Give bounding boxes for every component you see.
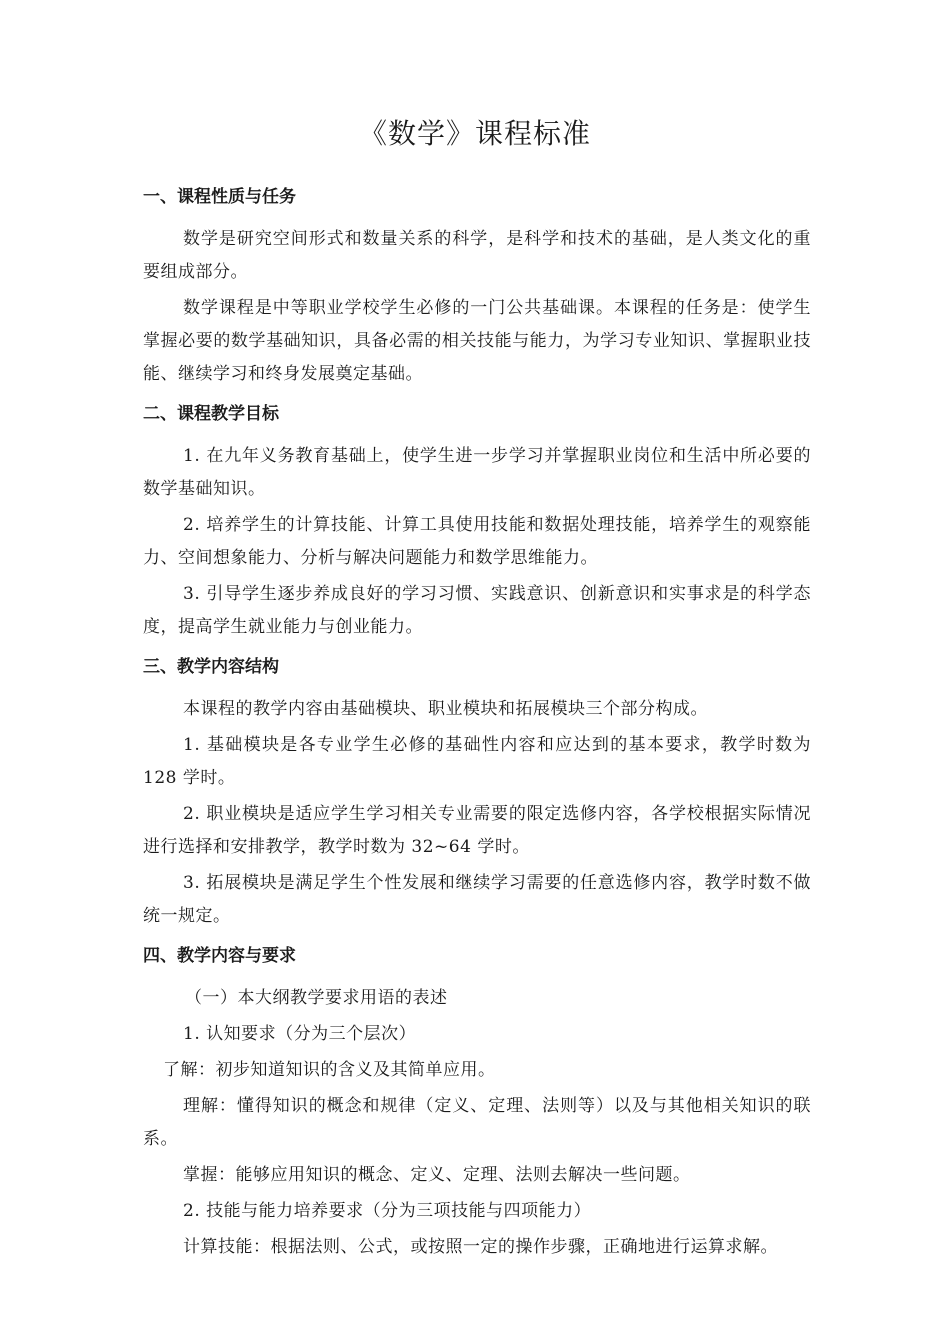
paragraph: 了解：初步知道知识的含义及其简单应用。 [163, 1060, 496, 1080]
paragraph: 1. 在九年义务教育基础上，使学生进一步学习并掌握职业岗位和生活中所必要的数学基础知识。 [143, 446, 811, 499]
paragraph: 1. 认知要求（分为三个层次） [183, 1024, 417, 1044]
paragraph: 理解：懂得知识的概念和规律（定义、定理、法则等）以及与其他相关知识的联系。 [143, 1096, 811, 1149]
section-content-and-requirements [143, 940, 811, 1264]
section-teaching-goals [143, 398, 811, 644]
section-heading: 二、课程教学目标 [143, 404, 279, 424]
paragraph: 3. 引导学生逐步养成良好的学习习惯、实践意识、创新意识和实事求是的科学态度，提高学生就业能力与创业能力。 [143, 584, 811, 637]
section-heading: 一、课程性质与任务 [143, 187, 296, 207]
paragraph: 掌握：能够应用知识的概念、定义、定理、法则去解决一些问题。 [183, 1165, 691, 1185]
section-heading: 三、教学内容结构 [143, 657, 279, 677]
paragraph: 数学是研究空间形式和数量关系的科学，是科学和技术的基础，是人类文化的重要组成部分。 [143, 229, 811, 282]
paragraph: 2. 培养学生的计算技能、计算工具使用技能和数据处理技能，培养学生的观察能力、空间想象能力、分析与解决问题能力和数学思维能力。 [143, 515, 811, 568]
paragraph: 2. 职业模块是适应学生学习相关专业需要的限定选修内容，各学校根据实际情况进行选择和安排教学，教学时数为 32~64 学时。 [143, 804, 811, 857]
section-content-structure [143, 651, 811, 933]
subsection-heading: （一）本大纲教学要求用语的表述 [185, 988, 448, 1008]
section-heading: 四、教学内容与要求 [143, 946, 296, 966]
paragraph: 本课程的教学内容由基础模块、职业模块和拓展模块三个部分构成。 [183, 699, 708, 719]
paragraph: 计算技能：根据法则、公式，或按照一定的操作步骤，正确地进行运算求解。 [183, 1237, 778, 1257]
paragraph: 2. 技能与能力培养要求（分为三项技能与四项能力） [183, 1201, 592, 1221]
document-title: 《数学》课程标准 [358, 117, 591, 150]
document-body [143, 181, 811, 1267]
section-nature-and-tasks [143, 181, 811, 391]
paragraph: 1. 基础模块是各专业学生必修的基础性内容和应达到的基本要求，教学时数为 128 学时。 [143, 735, 811, 788]
paragraph: 3. 拓展模块是满足学生个性发展和继续学习需要的任意选修内容，教学时数不做统一规定。 [143, 873, 811, 926]
paragraph: 数学课程是中等职业学校学生必修的一门公共基础课。本课程的任务是：使学生掌握必要的数学基础知识，具备必需的相关技能与能力，为学习专业知识、掌握职业技能、继续学习和终身发展奠定基础。 [143, 298, 811, 384]
